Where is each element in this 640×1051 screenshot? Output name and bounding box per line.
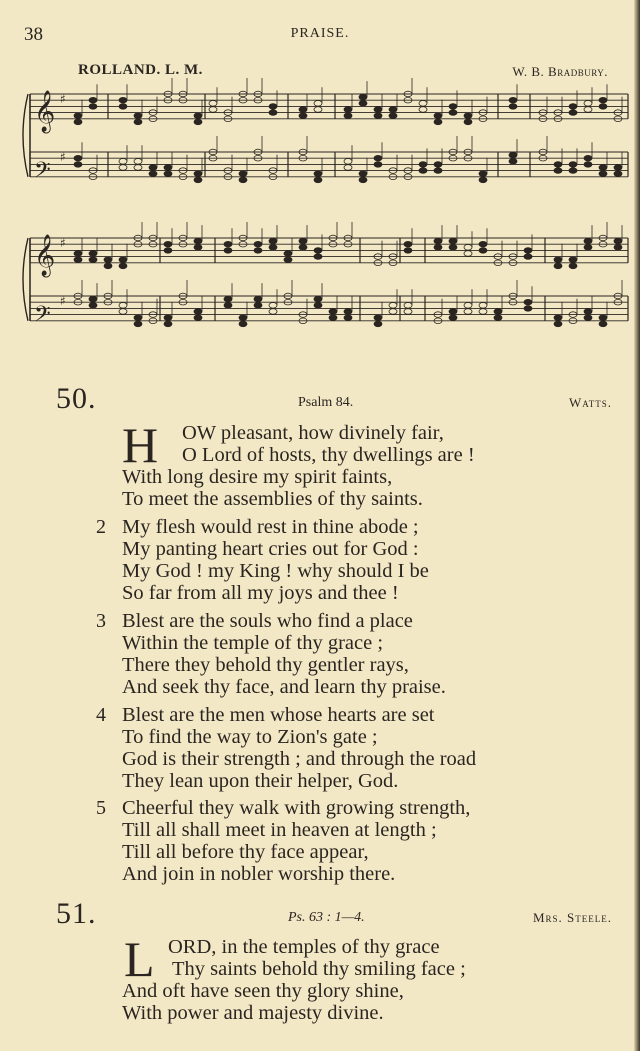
hymn-author: Mrs. Steele. — [532, 910, 612, 925]
verse-line: They lean upon their helper, God. — [122, 770, 399, 792]
svg-text:♯: ♯ — [60, 294, 66, 309]
verse-line: And seek thy face, and learn thy praise. — [122, 676, 446, 698]
verse-line: My God ! my King ! why should I be — [122, 560, 429, 582]
hymn-number: 51. — [56, 897, 97, 930]
verse-line: With long desire my spirit faints, — [122, 466, 393, 488]
stanza-number: 5 — [96, 797, 106, 819]
drop-cap: H — [122, 417, 159, 473]
svg-text:𝄢: 𝄢 — [34, 157, 51, 188]
svg-text:♯: ♯ — [60, 150, 66, 165]
verse-line: So far from all my joys and thee ! — [122, 582, 399, 604]
stanza-number: 4 — [96, 704, 106, 726]
verse-line: Blest are the men whose hearts are set — [122, 704, 435, 726]
page-number: 38 — [24, 24, 43, 45]
verse-line: OW pleasant, how divinely fair, — [182, 422, 444, 444]
hymn-reference: Ps. 63 : 1—4. — [288, 910, 365, 925]
verse-line: To find the way to Zion's gate ; — [122, 726, 378, 748]
verse-line: God is their strength ; and through the road — [122, 748, 477, 770]
svg-text:♯: ♯ — [60, 236, 66, 251]
verse-line: With power and majesty divine. — [122, 1002, 384, 1024]
tune-name: ROLLAND. L. M. — [78, 62, 203, 78]
verse-line: Within the temple of thy grace ; — [122, 632, 384, 654]
svg-text:𝄞: 𝄞 — [34, 234, 56, 276]
tune-composer: W. B. Bradbury. — [512, 64, 608, 79]
verse-line: Thy saints behold thy smiling face ; — [172, 958, 466, 980]
verse-line: ORD, in the temples of thy grace — [168, 936, 440, 958]
stanza-number: 2 — [96, 516, 106, 538]
verse-line: My panting heart cries out for God : — [122, 538, 419, 560]
verse-line: O Lord of hosts, thy dwellings are ! — [182, 444, 475, 466]
hymn-number: 50. — [56, 382, 97, 415]
verse-line: To meet the assemblies of thy saints. — [122, 488, 423, 510]
verse-line: Till all shall meet in heaven at length ; — [122, 819, 437, 841]
svg-text:𝄞: 𝄞 — [34, 90, 56, 132]
verse-line: There they behold thy gentler rays, — [122, 654, 409, 676]
music-notation — [0, 0, 640, 370]
verse-line: And join in nobler worship there. — [122, 863, 396, 885]
verse-line: Blest are the souls who find a place — [122, 610, 413, 632]
running-title: PRAISE. — [290, 26, 350, 41]
svg-text:♯: ♯ — [60, 92, 66, 107]
stanza-number: 3 — [96, 610, 106, 632]
verse-line: Cheerful they walk with growing strength, — [122, 797, 471, 819]
verse-line: And oft have seen thy glory shine, — [122, 980, 404, 1002]
hymn-author: Watts. — [568, 395, 612, 410]
hymn-reference: Psalm 84. — [298, 395, 354, 410]
svg-text:𝄢: 𝄢 — [34, 301, 51, 332]
verse-line: Till all before thy face appear, — [122, 841, 369, 863]
verse-line: My flesh would rest in thine abode ; — [122, 516, 419, 538]
drop-cap: L — [124, 931, 155, 987]
